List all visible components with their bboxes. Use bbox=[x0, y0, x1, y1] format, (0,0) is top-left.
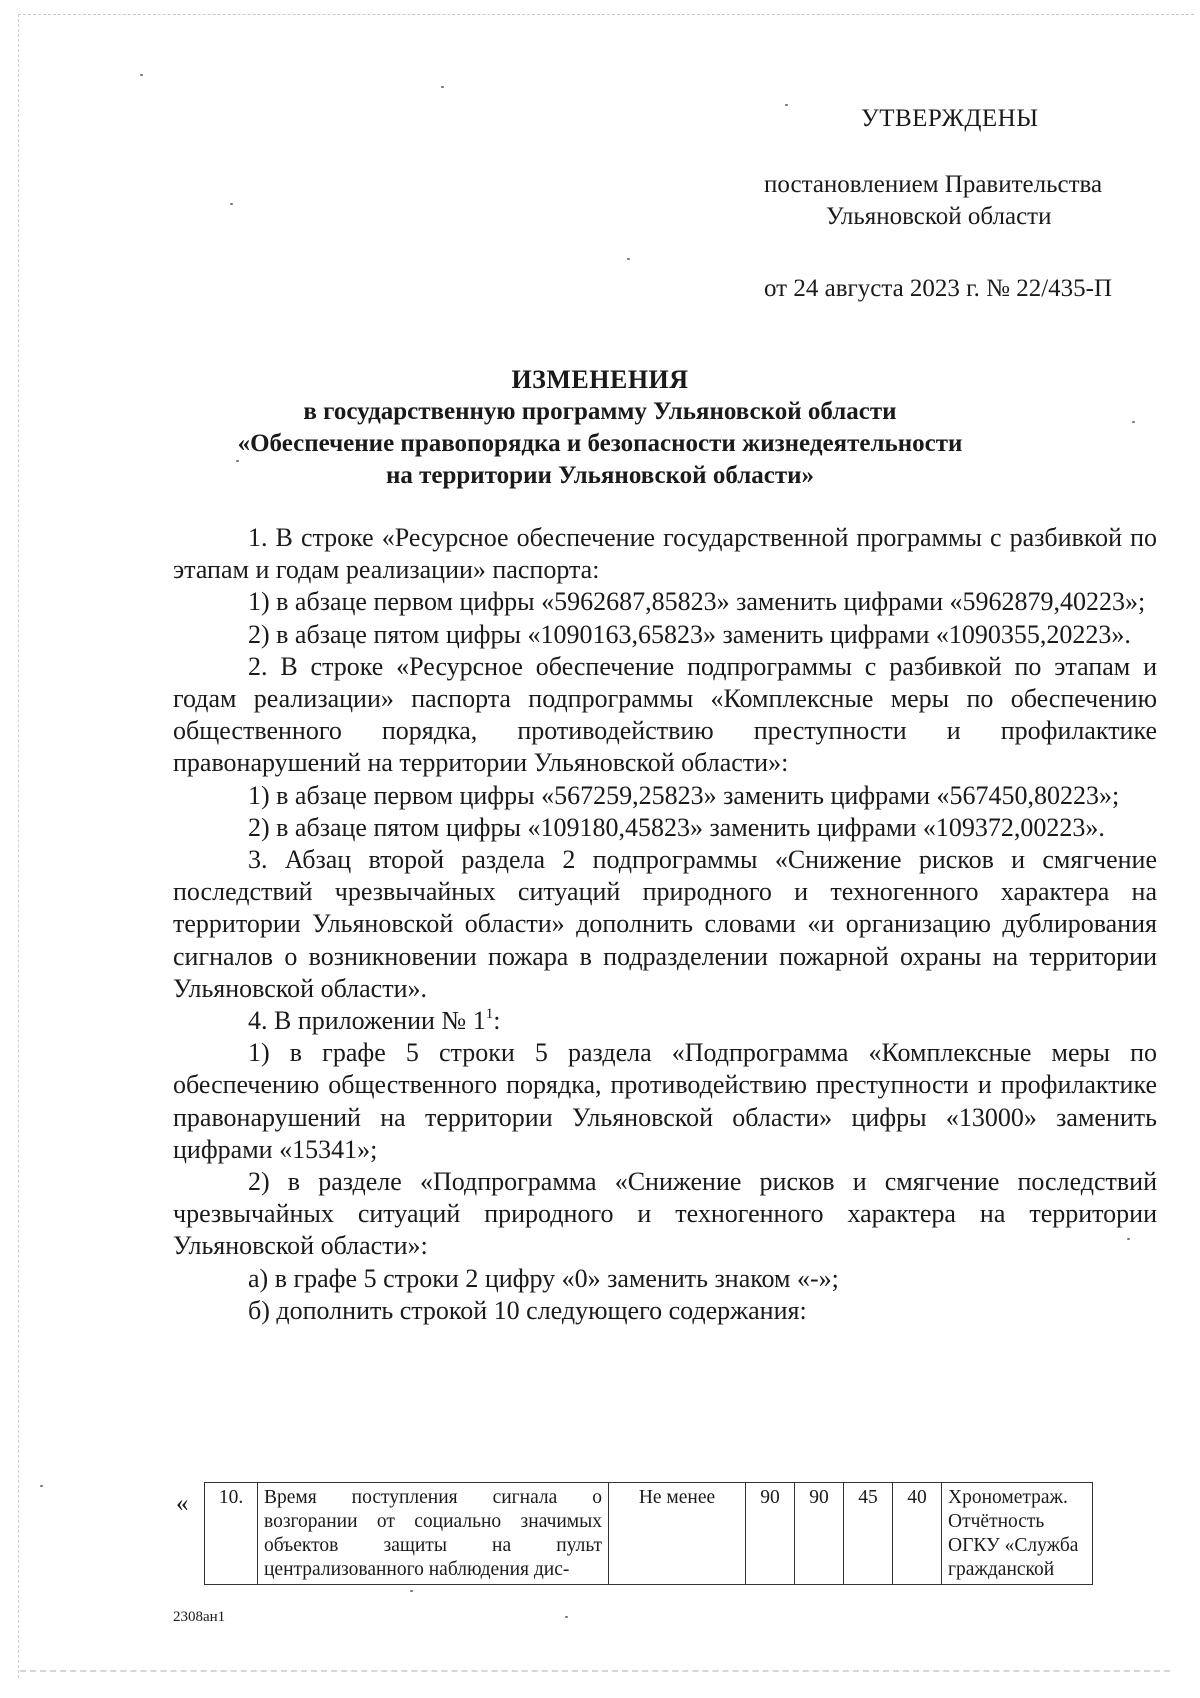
document-subtitle-line2: «Обеспечение правопорядка и безопасности жизнедеятельности bbox=[237, 430, 963, 457]
cell-value-4: 40 bbox=[893, 1483, 942, 1585]
paragraph-4-item-2a: а) в графе 5 строки 2 цифру «0» заменить знаком «-»; bbox=[248, 1263, 839, 1293]
paragraph-2-item-1: 1) в абзаце первом цифры «567259,25823» заменить цифрами «567450,80223»; bbox=[248, 780, 1120, 810]
cell-number: 10. bbox=[205, 1483, 258, 1585]
paragraph-4-colon: : bbox=[493, 1006, 501, 1036]
scan-edge-left bbox=[18, 14, 19, 1678]
scan-speck bbox=[40, 1485, 43, 1487]
paragraph-4-item-2b: б) дополнить строкой 10 следующего содержания: bbox=[248, 1295, 807, 1325]
approval-title: УТВЕРЖДЕНЫ bbox=[861, 105, 1039, 132]
paragraph-4-item-2: 2) в разделе «Подпрограмма «Снижение рисков и смягчение последствий чрезвычайных ситуаций природного и техногенного характера на территории Ульяновской области»: bbox=[173, 1167, 1157, 1261]
cell-source: Хронометраж. Отчётность ОГКУ «Служба гражданской bbox=[942, 1483, 1093, 1585]
cell-value-2: 90 bbox=[795, 1483, 844, 1585]
paragraph-2: 2. В строке «Ресурсное обеспечение подпрограммы с разбивкой по этапам и годам реализации» паспорта подпрограммы «Комплексные меры по обеспечению общественного порядка, противодействию преступности и профилактике правонарушений на территории Ульяновской области»: bbox=[173, 651, 1157, 778]
cell-value-3: 45 bbox=[844, 1483, 893, 1585]
scan-speck bbox=[140, 74, 143, 76]
scan-edge-top bbox=[18, 14, 1194, 15]
paragraph-4-superscript: 1 bbox=[485, 1006, 494, 1023]
paragraph-4-text: 4. В приложении № 1 bbox=[248, 1006, 486, 1036]
document-subtitle-line1: в государственную программу Ульяновской области bbox=[303, 398, 897, 425]
document-body bbox=[173, 522, 1157, 1327]
table-row bbox=[205, 1483, 1093, 1585]
table-quote-open: « bbox=[176, 1490, 189, 1517]
approval-date-number: от 24 августа 2023 г. № 22/435-П bbox=[764, 275, 1113, 302]
scan-speck bbox=[230, 203, 233, 205]
document-title: ИЗМЕНЕНИЯ bbox=[511, 365, 689, 394]
paragraph-4 bbox=[173, 1005, 1157, 1037]
insert-table bbox=[204, 1482, 1093, 1585]
paragraph-1-item-1: 1) в абзаце первом цифры «5962687,85823» заменить цифрами «5962879,40223»; bbox=[248, 587, 1146, 617]
scan-speck bbox=[410, 1590, 413, 1592]
paragraph-1: 1. В строке «Ресурсное обеспечение государственной программы с разбивкой по этапам и годам реализации» паспорта: bbox=[173, 523, 1157, 585]
paragraph-1-item-2: 2) в абзаце пятом цифры «1090163,65823» заменить цифрами «1090355,20223». bbox=[248, 619, 1131, 649]
scan-speck bbox=[1132, 421, 1135, 423]
scan-speck bbox=[441, 86, 444, 88]
scan-edge-bottom bbox=[20, 1670, 1170, 1672]
cell-condition: Не менее bbox=[609, 1483, 746, 1585]
cell-value-1: 90 bbox=[746, 1483, 795, 1585]
scan-speck bbox=[565, 1616, 568, 1618]
paragraph-4-item-1: 1) в графе 5 строки 5 раздела «Подпрограмма «Комплексные меры по обеспечению общественного порядка, противодействию преступности и профилактике правонарушений на территории Ульяновской области» цифры «13000» заменить цифрами «15341»; bbox=[173, 1038, 1157, 1164]
paragraph-3: 3. Абзац второй раздела 2 подпрограммы «Снижение рисков и смягчение последствий чрезвычайных ситуаций природного и техногенного характера на территории Ульяновской области» дополнить словами «и организацию дублирования сигналов о возникновении пожара в подразделении пожарной охраны на территории Ульяновской области». bbox=[173, 845, 1157, 1003]
paragraph-2-item-2: 2) в абзаце пятом цифры «109180,45823» заменить цифрами «109372,00223». bbox=[248, 812, 1105, 842]
approval-issuer: постановлением Правительства bbox=[764, 171, 1103, 198]
document-subtitle-line3: на территории Ульяновской области» bbox=[385, 462, 815, 489]
approval-region: Ульяновской области bbox=[826, 203, 1052, 230]
footer-document-code: 2308ан1 bbox=[173, 1609, 226, 1625]
cell-description: Время поступления сигнала о возгорании от социально значимых объектов защиты на пульт централизованного наблюдения дис- bbox=[258, 1483, 609, 1585]
scan-speck bbox=[785, 104, 788, 106]
scan-speck bbox=[627, 258, 630, 260]
